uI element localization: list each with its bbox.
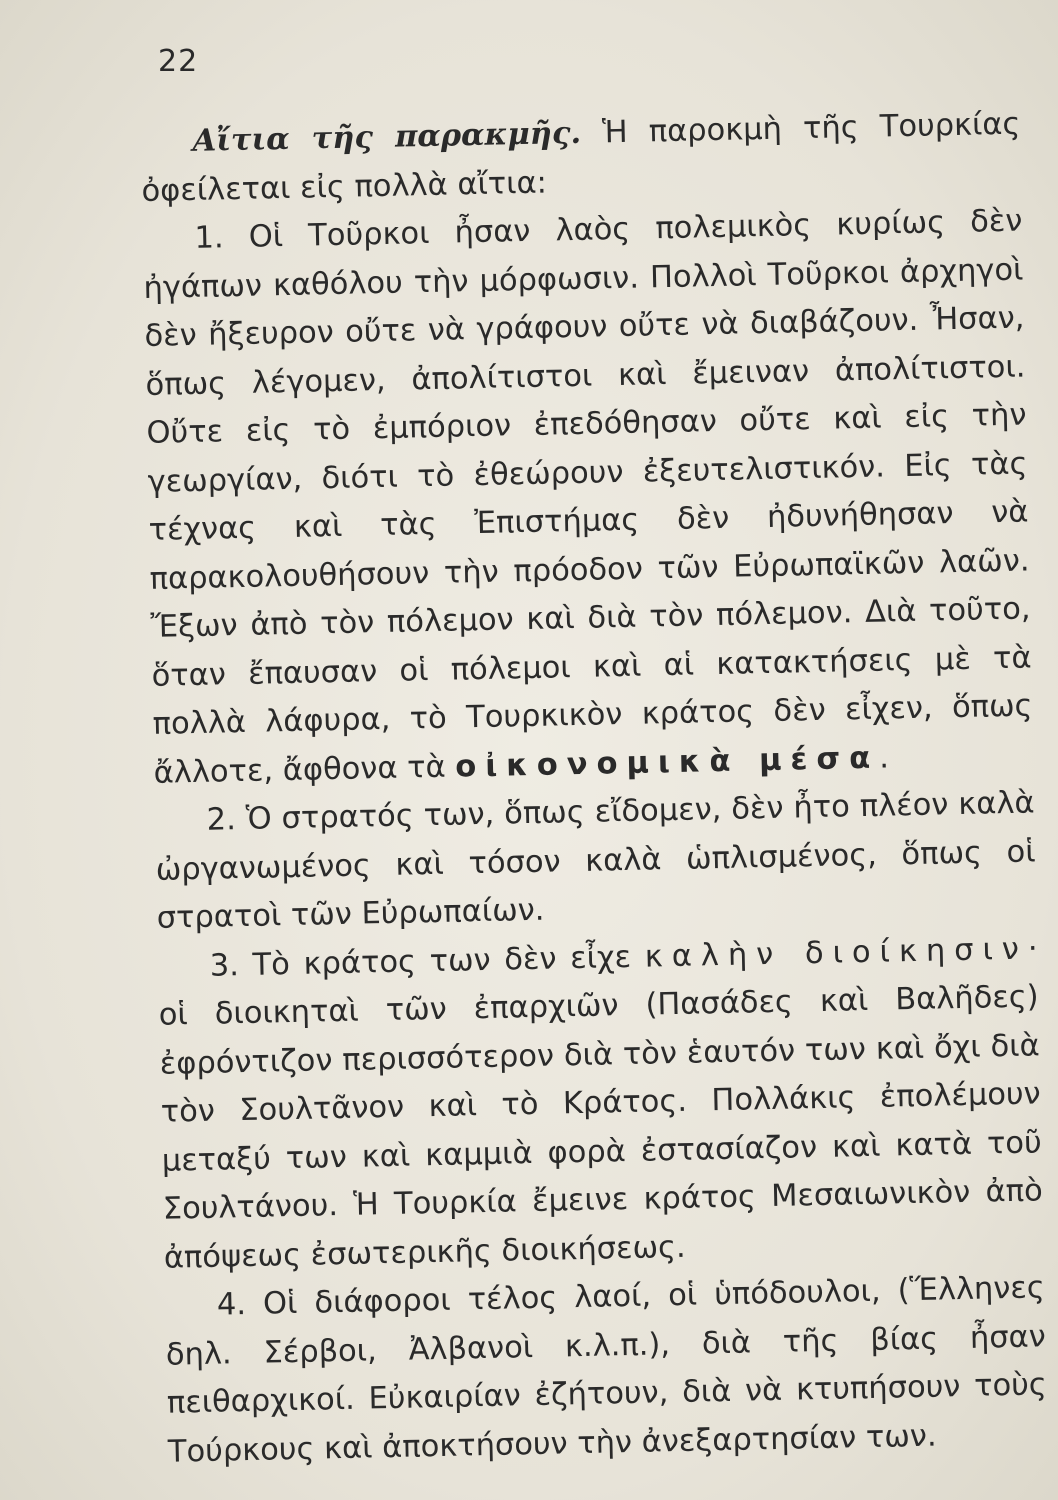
list-item bbox=[164, 1264, 1048, 1476]
item-text-after: . bbox=[878, 739, 890, 776]
intro-paragraph bbox=[140, 100, 1022, 216]
item-text: 2. Ὁ στρατός των, ὅπως εἴδομεν, δὲν ἦτο πλέον καλὰ ὠργανωμένος καὶ τόσον καλὰ ὡπλισμένος, ὅπως οἱ στρατοὶ τῶν Εὐρωπαίων. bbox=[155, 785, 1036, 936]
list-item bbox=[157, 925, 1044, 1283]
item-emphasis: καλὴν διοίκησιν bbox=[644, 931, 1029, 975]
item-text-after: · οἱ διοικηταὶ τῶν ἐπαρχιῶν (Πασάδες καὶ Βαλῆδες) ἐφρόντιζον περισσότερον διὰ τὸν ἑαυτόν των καὶ ὄχι διὰ τὸν Σουλτᾶνον καὶ τὸ Κράτος. Πολλάκις ἐπολέμουν μεταξύ των καὶ καμμιὰ φορὰ ἐστασίαζον καὶ κατὰ τοῦ Σουλτάνου. Ἡ Τουρκία ἔμεινε κράτος Μεσαιωνικὸν ἀπὸ ἀπόψεως ἐσωτερικῆς διοικήσεως. bbox=[158, 930, 1044, 1276]
item-text: 3. Τὸ κράτος των δὲν εἶχε bbox=[209, 939, 646, 984]
page-number: 22 bbox=[158, 44, 199, 79]
page-body bbox=[140, 100, 1048, 1477]
list-item bbox=[142, 198, 1034, 798]
section-heading: Αἴτια τῆς παρακμῆς. bbox=[192, 114, 582, 159]
list-item bbox=[154, 779, 1037, 943]
intro-text: Ἡ παροκμὴ τῆς Τουρκίας ὀφείλεται εἰς πολλὰ αἴτια: bbox=[141, 106, 1021, 209]
item-text: 4. Οἱ διάφοροι τέλος λαοί, οἱ ὑπόδουλοι, (Ἕλληνες δηλ. Σέρβοι, Ἀλβανοὶ κ.λ.π.), διὰ τῆς βίας ἦσαν πειθαρχικοί. Εὐκαιρίαν ἐζήτουν, διὰ νὰ κτυπήσουν τοὺς Τούρκους καὶ ἀποκτήσουν τὴν ἀνεξαρτησίαν των. bbox=[165, 1270, 1048, 1470]
item-emphasis: οἰκονομικὰ μέσα bbox=[454, 740, 880, 785]
item-text: 1. Οἱ Τοῦρκοι ἦσαν λαὸς πολεμικὸς κυρίως δὲν ἠγάπων καθόλου τὴν μόρφωσιν. Πολλοὶ Τοῦρκοι ἀρχηγοὶ δὲν ἤξευρον οὔτε νὰ γράφουν οὔτε νὰ διαβάζουν. Ἦσαν, ὅπως λέγομεν, ἀπολίτιστοι καὶ ἔμειναν ἀπολίτιστοι. Οὔτε εἰς τὸ ἐμπόριον ἐπεδόθησαν οὔτε καὶ εἰς τὴν γεωργίαν, διότι τὸ ἐθεώρουν ἐξευτελιστικόν. Εἰς τὰς τέχνας καὶ τὰς Ἐπιστήμας δὲν ἠδυνήθησαν νὰ παρακολουθήσουν τὴν πρόοδον τῶν Εὐρωπαϊκῶν λαῶν. Ἔξων ἀπὸ τὸν πόλεμον καὶ διὰ τὸν πόλεμον. Διὰ τοῦτο, ὅταν ἔπαυσαν οἱ πόλεμοι καὶ αἱ κατακτήσεις μὲ τὰ πολλὰ λάφυρα, τὸ Τουρκικὸν κράτος δὲν εἶχεν, ὅπως ἄλλοτε, ἄφθονα τὰ bbox=[143, 203, 1033, 791]
